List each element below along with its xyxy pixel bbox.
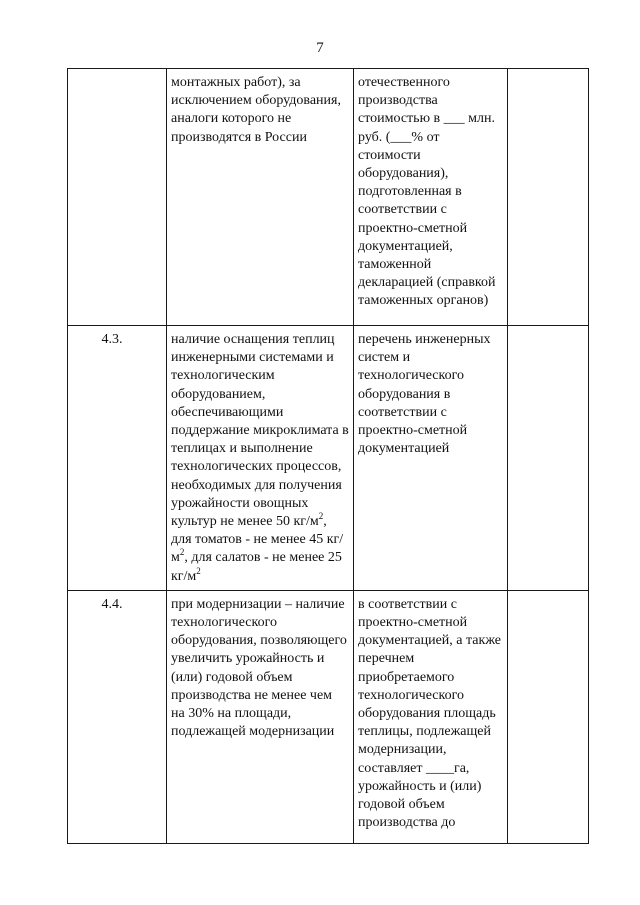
item-number-cell bbox=[68, 69, 167, 326]
requirement-cell: при модернизации – наличие технологического оборудования, позволяющего увеличить урожайность и (или) годовой объем производства не менее чем на 30% на площади, подлежащей модернизации bbox=[167, 590, 354, 843]
requirement-cell: наличие оснащения теплиц инженерными системами и технологическим оборудованием, обеспечивающими поддержание микроклимата в теплицах и выполнение технологических процессов, необходимых для получения урожайности овощных культур не менее 50 $кг/м^2$, для томатов - не менее 45 $кг/м^2$, для салатов - не менее 25 $кг/м^2$ bbox=[167, 326, 354, 591]
table-row bbox=[68, 590, 589, 843]
document-cell: перечень инженерных систем и технологического оборудования в соответствии с проектно-сметной документацией bbox=[354, 326, 508, 591]
extra-cell bbox=[508, 69, 589, 326]
table-row bbox=[68, 69, 589, 326]
document-cell: в соответствии с проектно-сметной документацией, а также перечнем приобретаемого технологического оборудования площадь теплицы, подлежащей модернизации, составляет ____га, урожайность и (или) годовой объем производства до bbox=[354, 590, 508, 843]
table-row bbox=[68, 326, 589, 591]
item-number-cell: 4.4. bbox=[68, 590, 167, 843]
document-cell: отечественного производства стоимостью в ___ млн. руб. (___% от стоимости оборудования), подготовленная в соответствии с проектно-сметной документацией, таможенной декларацией (справкой таможенных органов) bbox=[354, 69, 508, 326]
requirement-cell: монтажных работ), за исключением оборудования, аналоги которого не производятся в России bbox=[167, 69, 354, 326]
extra-cell bbox=[508, 326, 589, 591]
page-number: 7 bbox=[316, 40, 324, 56]
requirements-table bbox=[67, 68, 589, 844]
extra-cell bbox=[508, 590, 589, 843]
item-number-cell: 4.3. bbox=[68, 326, 167, 591]
